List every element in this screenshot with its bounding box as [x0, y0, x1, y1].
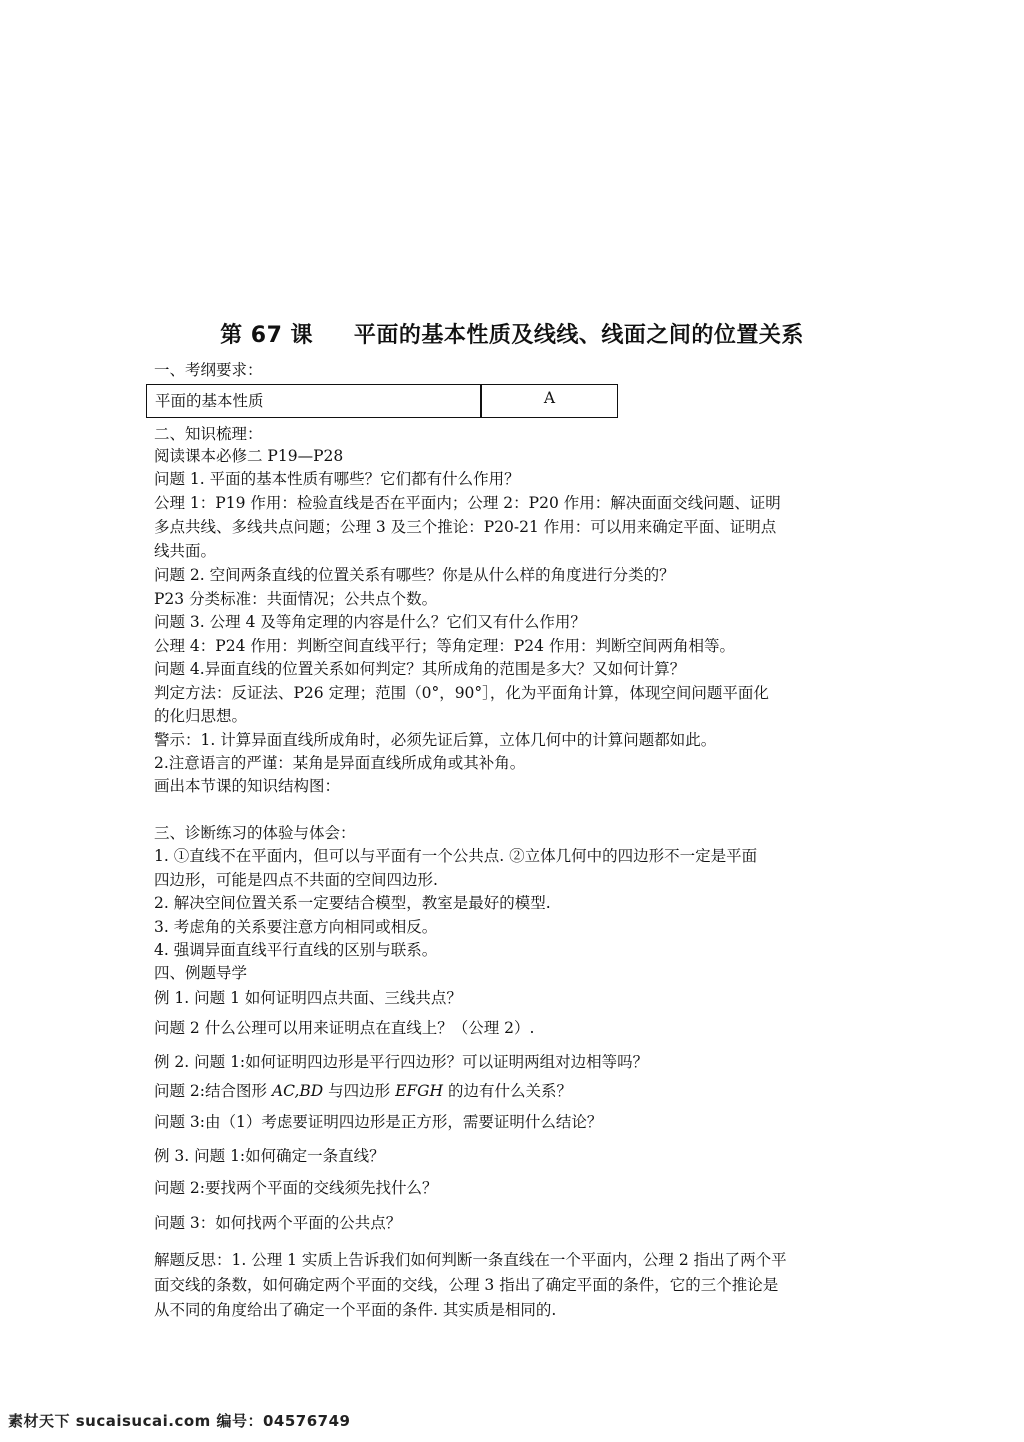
- reflection-line: 解题反思：1. 公理 1 实质上告诉我们如何判断一条直线在一个平面内，公理 2 指出了两个平: [154, 1251, 787, 1269]
- example-3-question-2: 问题 2:要找两个平面的交线须先找什么？: [154, 1179, 438, 1197]
- knowledge-line: 警示：1. 计算异面直线所成角时，必须先证后算，立体几何中的计算问题都如此。: [154, 731, 717, 749]
- math-expression: AC,BD: [271, 1082, 324, 1100]
- outline-table-level: A: [543, 389, 556, 407]
- lesson-title: 第 67 课 平面的基本性质及线线、线面之间的位置关系: [220, 323, 804, 348]
- diagnosis-line: 1. ①直线不在平面内，但可以与平面有一个公共点. ②立体几何中的四边形不一定是平面: [154, 847, 758, 865]
- example-3-question-1: 例 3. 问题 1:如何确定一条直线？: [154, 1147, 385, 1165]
- knowledge-line: 问题 4.异面直线的位置关系如何判定？其所成角的范围是多大？又如何计算？: [154, 660, 686, 678]
- diagnosis-line: 四边形，可能是四点不共面的空间四边形.: [154, 871, 438, 889]
- reflection-line: 从不同的角度给出了确定一个平面的条件. 其实质是相同的.: [154, 1301, 557, 1319]
- example-1-question-1: 例 1. 问题 1 如何证明四点共面、三线共点？: [154, 989, 462, 1007]
- question-text: 问题 2:结合图形: [154, 1082, 272, 1100]
- outline-table-item: 平面的基本性质: [155, 392, 264, 410]
- example-3-question-3: 问题 3：如何找两个平面的公共点？: [154, 1214, 402, 1232]
- knowledge-line: P23 分类标准：共面情况；公共点个数。: [154, 590, 438, 608]
- knowledge-line: 判定方法：反证法、P26 定理；范围（0°，90°］，化为平面角计算，体现空间问题平面化: [154, 684, 769, 702]
- examples-heading: 四、例题导学: [154, 964, 248, 982]
- knowledge-heading: 二、知识梳理：: [154, 425, 263, 443]
- reflection-line: 面交线的条数，如何确定两个平面的交线，公理 3 指出了确定平面的条件，它的三个推论是: [154, 1276, 779, 1294]
- outline-heading: 一、考纲要求：: [154, 361, 263, 379]
- example-2-question-1: 例 2. 问题 1:如何证明四边形是平行四边形？可以证明两组对边相等吗？: [154, 1053, 649, 1071]
- knowledge-line: 公理 1：P19 作用：检验直线是否在平面内；公理 2：P20 作用：解决面面交线问题、证明: [154, 494, 781, 512]
- knowledge-line: 问题 1. 平面的基本性质有哪些？它们都有什么作用？: [154, 470, 520, 488]
- example-2-question-2: [154, 1081, 572, 1101]
- question-text: 与四边形: [323, 1082, 396, 1100]
- knowledge-line: 画出本节课的知识结构图：: [154, 777, 341, 795]
- example-1-question-2: 问题 2 什么公理可以用来证明点在直线上？（公理 2）.: [154, 1019, 535, 1037]
- diagnosis-heading: 三、诊断练习的体验与体会：: [154, 824, 356, 842]
- question-text: 的边有什么关系？: [443, 1082, 572, 1100]
- knowledge-line: 公理 4：P24 作用：判断空间直线平行；等角定理：P24 作用：判断空间两角相等。: [154, 637, 735, 655]
- diagnosis-line: 2. 解决空间位置关系一定要结合模型，教室是最好的模型.: [154, 894, 551, 912]
- knowledge-line: 2.注意语言的严谨：某角是异面直线所成角或其补角。: [154, 754, 526, 772]
- knowledge-line: 阅读课本必修二 P19—P28: [154, 447, 344, 465]
- watermark-text: 素材天下 sucaisucai.com 编号：04576749: [8, 1412, 351, 1430]
- knowledge-line: 多点共线、多线共点问题；公理 3 及三个推论：P20-21 作用：可以用来确定平面、证明点: [154, 518, 777, 536]
- outline-table: [146, 384, 618, 418]
- math-expression: EFGH: [395, 1082, 444, 1100]
- knowledge-line: 问题 2. 空间两条直线的位置关系有哪些？你是从什么样的角度进行分类的？: [154, 566, 675, 584]
- knowledge-line: 的化归思想。: [154, 707, 248, 725]
- knowledge-line: 线共面。: [154, 542, 217, 560]
- diagnosis-line: 3. 考虑角的关系要注意方向相同或相反。: [154, 918, 438, 936]
- example-2-question-3: 问题 3:由（1）考虑要证明四边形是正方形，需要证明什么结论？: [154, 1113, 603, 1131]
- knowledge-line: 问题 3. 公理 4 及等角定理的内容是什么？它们又有什么作用？: [154, 613, 586, 631]
- diagnosis-line: 4. 强调异面直线平行直线的区别与联系。: [154, 941, 438, 959]
